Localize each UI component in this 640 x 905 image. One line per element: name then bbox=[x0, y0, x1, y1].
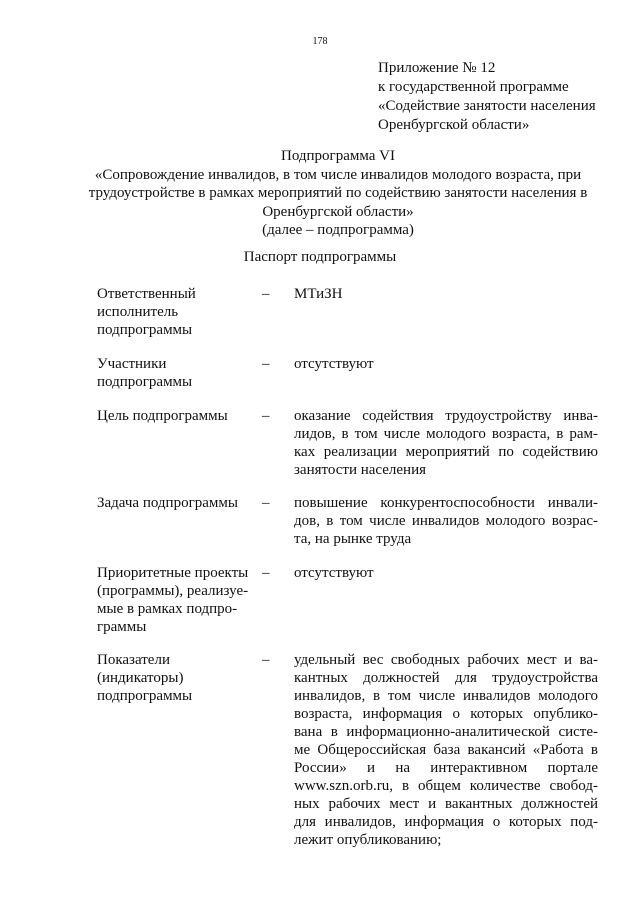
value-line: лежит опубликованию; bbox=[294, 832, 442, 848]
label-line: Задача подпрограммы bbox=[97, 495, 238, 511]
appendix-line: Оренбургской области» bbox=[378, 117, 530, 133]
row-label-task bbox=[97, 494, 262, 512]
row-dash: – bbox=[262, 652, 270, 668]
row-value-participants bbox=[294, 355, 598, 373]
value-line: лидов, в том числе молодого возраста, в рам- bbox=[294, 426, 598, 442]
value-line: для инвалидов, информация о которых под- bbox=[294, 814, 598, 830]
value-line: повышение конкурентоспособности инвали- bbox=[294, 495, 598, 511]
row-value-task bbox=[294, 494, 598, 548]
row-value-goal bbox=[294, 407, 598, 479]
row-value-executor bbox=[294, 285, 598, 303]
value-line: ках реализации мероприятий по содействию bbox=[294, 444, 598, 460]
row-dash: – bbox=[262, 408, 270, 424]
value-line: отсутствуют bbox=[294, 565, 374, 581]
row-label-priority-projects bbox=[97, 564, 262, 636]
value-line: ме Общероссийская база вакансий «Работа в bbox=[294, 742, 598, 758]
label-line: подпрограммы bbox=[97, 322, 193, 338]
value-line: МТиЗН bbox=[294, 286, 343, 302]
label-line: мые в рамках подпро- bbox=[97, 601, 238, 617]
row-dash: – bbox=[262, 565, 270, 581]
value-line: отсутствуют bbox=[294, 356, 374, 372]
row-label-participants bbox=[97, 355, 262, 391]
value-line: ных рабочих мест и вакантных должностей bbox=[294, 796, 598, 812]
label-line: Приоритетные проекты bbox=[97, 565, 249, 581]
row-dash: – bbox=[262, 495, 270, 511]
row-value-indicators bbox=[294, 651, 598, 849]
label-line: исполнитель bbox=[97, 304, 179, 320]
row-label-indicators bbox=[97, 651, 262, 705]
value-line: вана в информационно-аналитической систе- bbox=[294, 724, 598, 740]
label-line: граммы bbox=[97, 619, 147, 635]
label-line: Цель подпрограммы bbox=[97, 408, 228, 424]
label-line: подпрограммы bbox=[97, 374, 193, 390]
value-line: кантных должностей для трудоустройства bbox=[294, 670, 598, 686]
appendix-line: «Содействие занятости населения bbox=[378, 98, 596, 114]
heading-line: «Сопровождение инвалидов, в том числе инвалидов молодого возраста, при bbox=[94, 166, 582, 183]
label-line: Участники bbox=[97, 356, 167, 372]
value-line: оказание содействия трудоустройству инва- bbox=[294, 408, 598, 424]
subprogram-heading bbox=[78, 147, 598, 240]
row-value-priority-projects bbox=[294, 564, 598, 582]
heading-line: трудоустройстве в рамках мероприятий по содействию занятости населения в bbox=[88, 185, 588, 201]
heading-line: Подпрограмма VI bbox=[281, 148, 395, 164]
value-line: возраста, информация о которых опублико- bbox=[294, 706, 598, 722]
label-line: Ответственный bbox=[97, 286, 196, 302]
label-line: (программы), реализуе- bbox=[97, 583, 249, 599]
heading-line: Оренбургской области» bbox=[262, 203, 414, 220]
value-line: www.szn.orb.ru, в общем количестве свобод- bbox=[294, 778, 598, 794]
value-line: России» и на интерактивном портале bbox=[294, 760, 598, 776]
row-dash: – bbox=[262, 356, 270, 372]
label-line: Показатели bbox=[97, 652, 170, 668]
row-label-goal bbox=[97, 407, 262, 425]
appendix-block bbox=[378, 59, 596, 135]
heading-line: (далее – подпрограмма) bbox=[262, 222, 414, 238]
label-line: подпрограммы bbox=[97, 688, 193, 704]
appendix-line: Приложение № 12 bbox=[378, 60, 496, 76]
passport-title: Паспорт подпрограммы bbox=[243, 249, 397, 265]
row-dash: – bbox=[262, 286, 270, 302]
value-line: инвалидов, в том числе инвалидов молодого bbox=[294, 688, 598, 704]
value-line: занятости населения bbox=[294, 462, 427, 478]
label-line: (индикаторы) bbox=[97, 670, 184, 686]
value-line: дов, в том числе инвалидов молодого возрас- bbox=[294, 513, 598, 529]
row-label-executor bbox=[97, 285, 262, 339]
value-line: удельный вес свободных рабочих мест и ва- bbox=[294, 652, 598, 668]
appendix-line: к государственной программе bbox=[378, 79, 569, 95]
page-number: 178 bbox=[312, 36, 328, 47]
value-line: та, на рынке труда bbox=[294, 531, 412, 547]
